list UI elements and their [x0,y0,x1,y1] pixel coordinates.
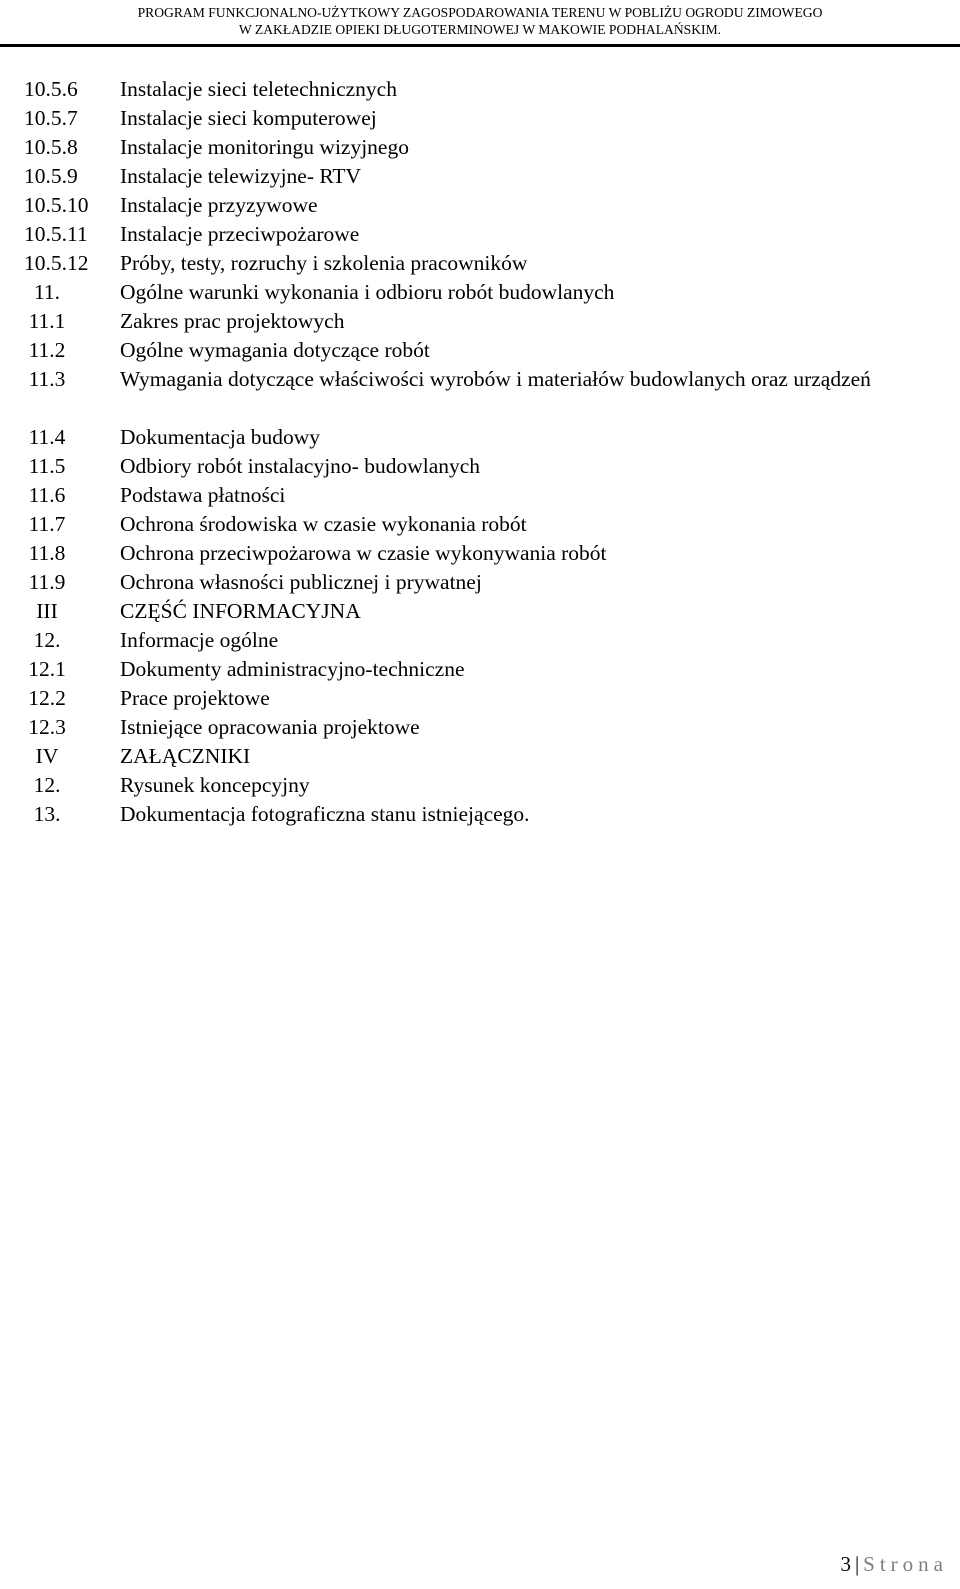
toc-row [0,220,960,249]
toc-number: III [36,599,58,623]
toc-title: Instalacje monitoringu wizyjnego [120,135,409,159]
toc-title: Istniejące opracowania projektowe [120,715,420,739]
toc-number: 11. [33,280,61,304]
toc-number: 12.1 [28,657,66,681]
toc-row [0,104,960,133]
toc-row [0,278,960,307]
toc-number: 11.3 [28,367,66,391]
toc-number: 10.5.9 [24,164,78,188]
toc-title: Dokumentacja fotograficzna stanu istniejącego. [120,802,530,826]
toc-row [0,452,960,481]
toc-row [0,307,960,336]
toc-title: Instalacje sieci teletechnicznych [120,77,397,101]
toc-number: 10.5.11 [24,222,88,246]
toc-row [0,742,960,771]
toc-row [0,336,960,365]
toc-number: 12. [33,628,61,652]
toc-title: Ogólne warunki wykonania i odbioru robót budowlanych [120,280,615,304]
toc-title: Próby, testy, rozruchy i szkolenia pracowników [120,251,528,275]
toc-title: Instalacje przyzywowe [120,193,318,217]
toc-number: 10.5.6 [24,77,78,101]
header-divider [0,44,960,47]
toc-title: Instalacje sieci komputerowej [120,106,377,130]
toc-row [0,539,960,568]
toc-number: 11.5 [28,454,66,478]
page-footer [840,1550,948,1578]
toc-title: Ochrona własności publicznej i prywatnej [120,570,482,594]
toc-number: 11.9 [28,570,66,594]
toc-number: 10.5.8 [24,135,78,159]
toc-number: 11.7 [28,512,66,536]
toc-row [0,568,960,597]
toc-number: 12.2 [28,686,66,710]
toc-title: Ogólne wymagania dotyczące robót [120,338,430,362]
toc-number: 10.5.12 [24,251,89,275]
toc-title: Dokumentacja budowy [120,425,321,449]
header-line-2: W ZAKŁADZIE OPIEKI DŁUGOTERMINOWEJ W MAKOWIE PODHALAŃSKIM. [238,22,722,37]
toc-row [0,191,960,220]
toc-number: 11.4 [28,425,66,449]
toc-row [0,771,960,800]
toc-number: 12.3 [28,715,66,739]
toc-title: Instalacje przeciwpożarowe [120,222,360,246]
toc-title: Wymagania dotyczące właściwości wyrobów i materiałów budowlanych oraz urządzeń [120,367,871,391]
toc-row [0,510,960,539]
table-of-contents [0,75,960,829]
page-number-separator: | [854,1552,860,1576]
toc-title: Informacje ogólne [120,628,279,652]
toc-title: Podstawa płatności [120,483,286,507]
toc-title: Zakres prac projektowych [120,309,345,333]
toc-number: 10.5.10 [24,193,89,217]
toc-title: Ochrona przeciwpożarowa w czasie wykonywania robót [120,541,607,565]
toc-row [0,365,960,423]
toc-title: Rysunek koncepcyjny [120,773,310,797]
toc-row [0,800,960,829]
toc-row [0,75,960,104]
toc-row [0,133,960,162]
toc-title: CZĘŚĆ INFORMACYJNA [120,599,361,623]
toc-number: 12. [33,773,61,797]
toc-row [0,162,960,191]
page-number: 3 [840,1552,851,1576]
toc-row [0,597,960,626]
toc-row [0,626,960,655]
toc-number: 11.1 [28,309,66,333]
toc-row [0,655,960,684]
toc-number: IV [35,744,59,768]
toc-row [0,713,960,742]
toc-number: 11.2 [28,338,66,362]
toc-title: Odbiory robót instalacyjno- budowlanych [120,454,481,478]
toc-number: 11.6 [28,483,66,507]
page-header [0,4,960,38]
toc-title: Ochrona środowiska w czasie wykonania robót [120,512,527,536]
toc-number: 13. [33,802,61,826]
toc-row [0,684,960,713]
toc-row [0,423,960,452]
toc-row [0,249,960,278]
header-line-1: PROGRAM FUNKCJONALNO-UŻYTKOWY ZAGOSPODAROWANIA TERENU W POBLIŻU OGRODU ZIMOWEGO [137,5,823,20]
toc-title: Dokumenty administracyjno-techniczne [120,657,465,681]
toc-number: 11.8 [28,541,66,565]
toc-number: 10.5.7 [24,106,78,130]
page-label: Strona [863,1552,948,1576]
toc-title: Instalacje telewizyjne- RTV [120,164,362,188]
toc-row [0,481,960,510]
toc-title: ZAŁĄCZNIKI [120,744,251,768]
toc-title: Prace projektowe [120,686,270,710]
